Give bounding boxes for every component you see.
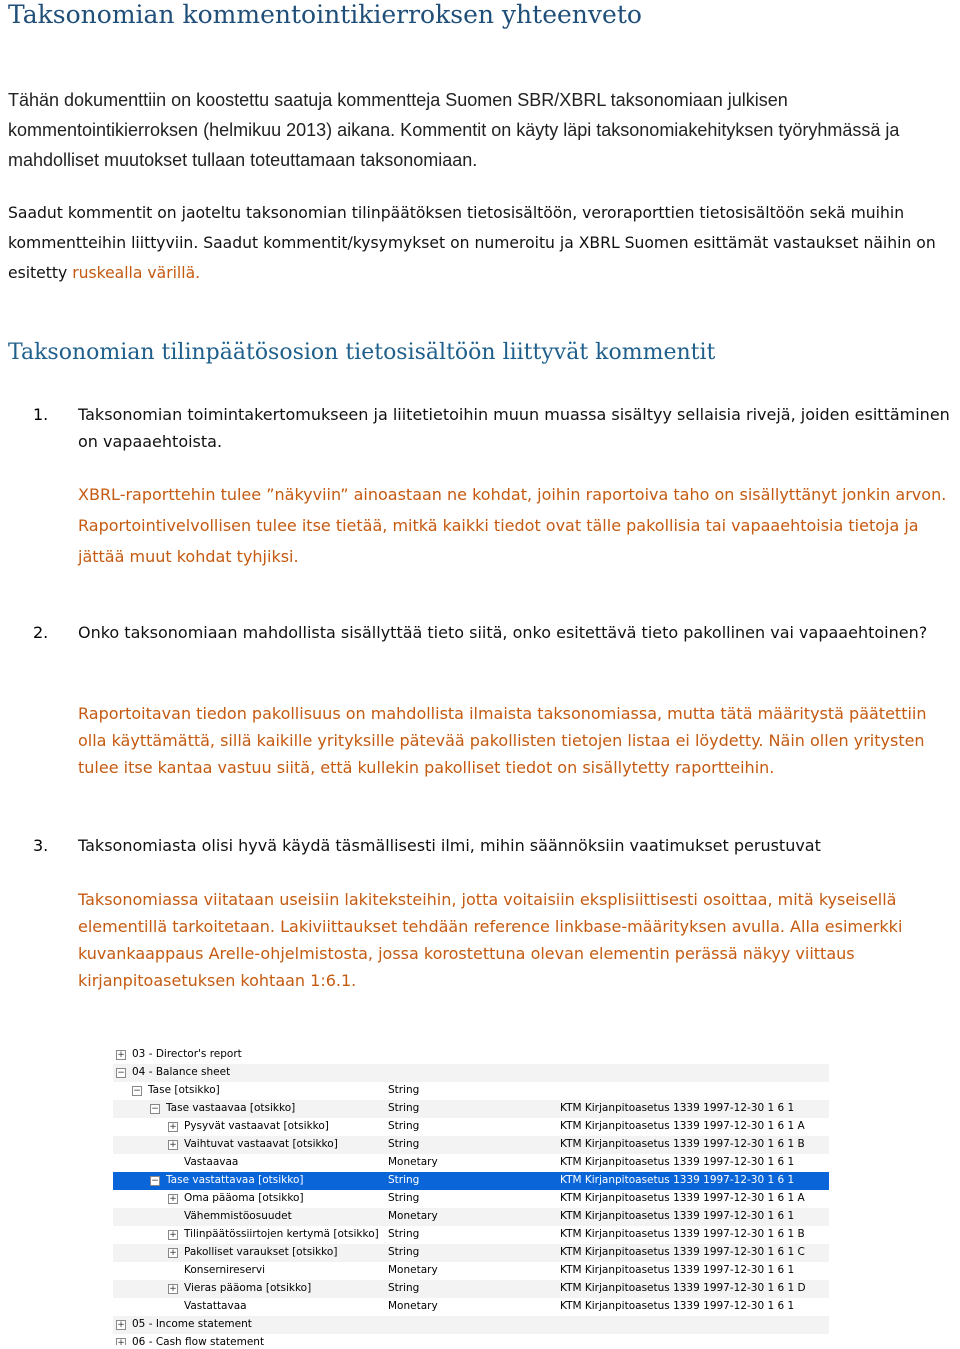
tree-row[interactable] (113, 1280, 829, 1298)
comment-1-answer: XBRL-raporttehin tulee ”näkyviin” ainoastaan ne kohdat, joihin raportoiva taho on sisällyttänyt jonkin arvon. Raportointivelvollisen tulee itse tietää, mitkä kaikki tiedot ovat tälle pakollisia tai vapaaehtoisia tietoja ja jättää muut kohdat tyhjiksi. (78, 485, 947, 566)
tree-row-label: Tase [otsikko] (148, 1084, 220, 1096)
tree-row-reference: KTM Kirjanpitoasetus 1339 1997-12-30 1 6 1 D (560, 1282, 806, 1294)
tree-row-label: 05 - Income statement (132, 1318, 252, 1330)
tree-row-reference: KTM Kirjanpitoasetus 1339 1997-12-30 1 6 1 (560, 1102, 795, 1114)
tree-row[interactable] (113, 1136, 829, 1154)
tree-row-reference: KTM Kirjanpitoasetus 1339 1997-12-30 1 6 1 C (560, 1246, 805, 1258)
tree-row-type: String (388, 1192, 420, 1204)
tree-row-reference: KTM Kirjanpitoasetus 1339 1997-12-30 1 6 1 (560, 1300, 795, 1312)
tree-row-label: Pysyvät vastaavat [otsikko] (184, 1120, 329, 1132)
tree-row-type: String (388, 1282, 420, 1294)
tree-row-reference: KTM Kirjanpitoasetus 1339 1997-12-30 1 6 1 (560, 1174, 795, 1186)
tree-row-type: String (388, 1228, 420, 1240)
tree-row[interactable] (113, 1208, 829, 1226)
intro-paragraph-2 (8, 198, 960, 288)
tree-row-reference: KTM Kirjanpitoasetus 1339 1997-12-30 1 6 1 (560, 1264, 795, 1276)
tree-row[interactable] (113, 1334, 829, 1345)
tree-row[interactable] (113, 1316, 829, 1334)
tree-row[interactable] (113, 1064, 829, 1082)
comment-2-number: 2. (33, 623, 49, 642)
expand-icon[interactable]: + (169, 1194, 177, 1204)
comment-1-number: 1. (33, 405, 49, 424)
tree-row-reference: KTM Kirjanpitoasetus 1339 1997-12-30 1 6 1 A (560, 1192, 805, 1204)
tree-row-type: String (388, 1084, 420, 1096)
tree-row-type: String (388, 1246, 420, 1258)
tree-row[interactable] (113, 1154, 829, 1172)
collapse-icon[interactable]: − (151, 1104, 159, 1114)
intro-paragraph-2-text: Saadut kommentit on jaoteltu taksonomian tilinpäätöksen tietosisältöön, veroraporttien tietosisältöön sekä muihin kommentteihin liittyviin. Saadut kommentit/kysymykset on numeroitu ja XBRL Suomen esittämät vastaukset näihin on esitetty (8, 204, 936, 282)
comment-3-answer: Taksonomiassa viitataan useisiin lakiteksteihin, jotta voitaisiin eksplisiittisesti osoittaa, mitä kyseisellä elementillä tarkoitetaan. Lakiviittaukset tehdään reference linkbase-määrityksen avulla. Alla esimerkki kuvankaappaus Arelle-ohjelmistosta, jossa korostettuna olevan elementin perässä näkyy viittaus kirjanpitoasetuksen kohtaan 1:6.1. (78, 890, 903, 990)
page-title: Taksonomian kommentointikierroksen yhteenveto (8, 0, 642, 29)
tree-row-label: Vieras pääoma [otsikko] (184, 1282, 312, 1294)
comment-3-question: Taksonomiasta olisi hyvä käydä täsmällisesti ilmi, mihin säännöksiin vaatimukset perustuvat (78, 836, 821, 855)
tree-row-type: Monetary (388, 1300, 438, 1312)
tree-row-type: String (388, 1174, 420, 1186)
expand-icon[interactable]: + (169, 1284, 177, 1294)
tree-row-type: Monetary (388, 1210, 438, 1222)
tree-row[interactable] (113, 1262, 829, 1280)
collapse-icon[interactable]: − (133, 1086, 141, 1096)
tree-row-reference: KTM Kirjanpitoasetus 1339 1997-12-30 1 6 1 (560, 1210, 795, 1222)
tree-row[interactable] (113, 1226, 829, 1244)
tree-row[interactable] (113, 1118, 829, 1136)
tree-row-reference: KTM Kirjanpitoasetus 1339 1997-12-30 1 6 1 B (560, 1228, 805, 1240)
tree-row-label: Vähemmistöosuudet (184, 1210, 292, 1222)
tree-row-reference: KTM Kirjanpitoasetus 1339 1997-12-30 1 6 1 A (560, 1120, 805, 1132)
tree-row-label: 04 - Balance sheet (132, 1066, 231, 1078)
tree-row[interactable] (113, 1244, 829, 1262)
tree-row-label: Pakolliset varaukset [otsikko] (184, 1246, 338, 1258)
tree-row-label: Tase vastattavaa [otsikko] (166, 1174, 304, 1186)
tree-row[interactable] (113, 1100, 829, 1118)
expand-icon[interactable]: + (117, 1320, 125, 1330)
comment-2-question: Onko taksonomiaan mahdollista sisällyttää tieto siitä, onko esitettävä tieto pakollinen vai vapaaehtoinen? (78, 623, 928, 642)
tree-row-label: 06 - Cash flow statement (132, 1336, 265, 1345)
comment-3-number: 3. (33, 836, 49, 855)
tree-row[interactable] (113, 1298, 829, 1316)
expand-icon[interactable]: + (169, 1248, 177, 1258)
expand-icon[interactable]: + (116, 1338, 126, 1345)
tree-row-reference: KTM Kirjanpitoasetus 1339 1997-12-30 1 6 1 B (560, 1138, 805, 1150)
expand-icon[interactable]: + (117, 1050, 125, 1060)
tree-row[interactable] (113, 1172, 829, 1190)
tree-row-label: Tase vastaavaa [otsikko] (166, 1102, 296, 1114)
tree-row-label: Tilinpäätössiirtojen kertymä [otsikko] (184, 1228, 379, 1240)
tree-row-type: String (388, 1102, 420, 1114)
tree-row-label: Vastattavaa (184, 1300, 247, 1312)
tree-row[interactable] (113, 1082, 829, 1100)
intro-paragraph-2-colored: ruskealla värillä. (72, 264, 201, 282)
expand-icon[interactable]: + (169, 1140, 177, 1150)
tree-row-reference: KTM Kirjanpitoasetus 1339 1997-12-30 1 6 1 (560, 1156, 795, 1168)
collapse-icon[interactable]: − (117, 1068, 125, 1078)
tree-row-type: String (388, 1120, 420, 1132)
comment-2-answer: Raportoitavan tiedon pakollisuus on mahdollista ilmaista taksonomiassa, mutta tätä määritystä päätettiin olla käyttämättä, sillä kaikille yrityksille pätevää pakollisten tietojen listaa ei löydetty. Näin ollen yritysten tulee itse kantaa vastuu siitä, että kullekin pakolliset tiedot on sisällytetty raportteihin. (78, 704, 927, 777)
expand-icon[interactable]: + (169, 1122, 177, 1132)
expand-icon[interactable]: + (169, 1230, 177, 1240)
intro-paragraph-1: Tähän dokumenttiin on koostettu saatuja kommentteja Suomen SBR/XBRL taksonomiaan julkisen kommentointikierroksen (helmikuu 2013) aikana. Kommentit on käyty läpi taksonomiakehityksen työryhmässä ja mahdolliset muutokset tullaan toteuttamaan taksonomiaan. (8, 90, 900, 170)
tree-row-type: Monetary (388, 1264, 438, 1276)
collapse-icon[interactable]: − (151, 1176, 159, 1186)
tree-row-label: Oma pääoma [otsikko] (184, 1192, 304, 1204)
tree-row[interactable] (113, 1046, 829, 1064)
tree-row[interactable] (113, 1190, 829, 1208)
arelle-screenshot (113, 1045, 829, 1345)
comment-1-question: Taksonomian toimintakertomukseen ja liitetietoihin muun muassa sisältyy sellaisia rivejä, joiden esittäminen on vapaaehtoista. (78, 405, 950, 451)
tree-row-label: 03 - Director's report (132, 1048, 242, 1060)
tree-row-label: Vaihtuvat vastaavat [otsikko] (184, 1138, 338, 1150)
tree-row-type: String (388, 1138, 420, 1150)
tree-row-type: Monetary (388, 1156, 438, 1168)
tree-row-label: Konsernireservi (184, 1264, 266, 1276)
section-heading: Taksonomian tilinpäätösosion tietosisältöön liittyvät kommentit (8, 340, 716, 365)
tree-row-label: Vastaavaa (184, 1156, 239, 1168)
